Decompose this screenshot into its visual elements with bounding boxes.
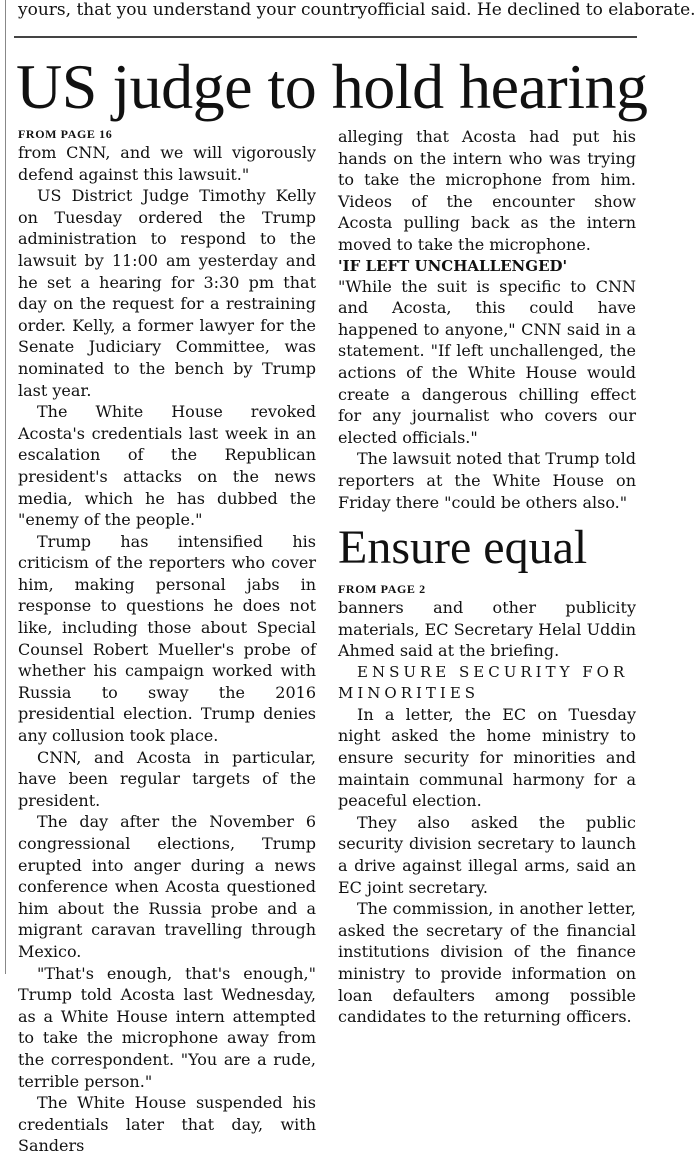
- previous-story-right-line: official said. He declined to elaborate.: [367, 0, 696, 20]
- story1-subhead: 'IF LEFT UNCHALLENGED': [338, 256, 568, 275]
- story2-paragraph: banners and other publicity materials, EC Secretary Helal Uddin Ahmed said at the briefing.: [338, 598, 636, 661]
- story1-paragraph: alleging that Acosta had put his hands on the intern who was trying to take the microphone from him. Videos of the encounter show Acosta pulling back as the intern moved to take the microphone.: [338, 127, 636, 254]
- story1-right-column: [338, 126, 636, 1028]
- story2-paragraph: They also asked the public security division secretary to launch a drive against illegal arms, said an EC joint secretary.: [338, 812, 636, 897]
- story1-headline: US judge to hold hearing: [16, 51, 648, 122]
- story1-paragraph: "While the suit is specific to CNN and Acosta, this could have happened to anyone," CNN said in a statement. "If left unchallenged, the actions of the White House would create a dangerous chilling effect for any journalist who covers our elected officials.": [338, 276, 636, 447]
- story2-paragraph: The commission, in another letter, asked the secretary of the financial institutions division of the finance ministry to provide information on loan defaulters among possible candidates to the returning officers.: [338, 899, 636, 1027]
- story1-paragraph: from CNN, and we will vigorously defend against this lawsuit.": [18, 143, 316, 184]
- story1-paragraph: US District Judge Timothy Kelly on Tuesday ordered the Trump administration to respond to the lawsuit by 11:00 am yesterday and he set a hearing for 3:30 pm that day on the request for a restraining order. Kelly, a former lawyer for the Senate Judiciary Committee, was nominated to the bench by Trump last year.: [18, 186, 316, 400]
- story1-left-column: [18, 126, 316, 1157]
- story1-paragraph: CNN, and Acosta in particular, have been regular targets of the president.: [18, 747, 316, 810]
- story1-paragraph: Trump has intensified his criticism of the reporters who cover him, making personal jabs in response to questions he does not like, including those about Special Counsel Robert Mueller's probe of whether his campaign worked with Russia to sway the 2016 presidential election. Trump denies any collusion took place.: [18, 531, 316, 746]
- section-divider: [14, 36, 637, 38]
- story1-paragraph: The day after the November 6 congressional elections, Trump erupted into anger during a news conference when Acosta questioned him about the Russia probe and a migrant caravan travelling through Mexico.: [18, 812, 316, 961]
- story2-subhead: ENSURE SECURITY FOR MINORITIES: [338, 662, 629, 702]
- story1-paragraph: "That's enough, that's enough," Trump told Acosta last Wednesday, as a White House intern attempted to take the microphone away from the correspondent. "You are a rude, terrible person.": [18, 963, 316, 1091]
- page-edge-line: [5, 0, 6, 974]
- story1-paragraph: The lawsuit noted that Trump told reporters at the White House on Friday there "could be others also.": [338, 449, 636, 512]
- previous-story-left-line: yours, that you understand your country: [18, 0, 368, 20]
- story2-kicker: FROM PAGE 2: [338, 582, 426, 597]
- story1-paragraph: The White House suspended his credentials later that day, with Sanders: [18, 1093, 316, 1156]
- story2-headline: Ensure equal: [338, 521, 588, 575]
- previous-story-tail: [18, 0, 696, 22]
- story1-kicker: FROM PAGE 16: [18, 127, 113, 141]
- story1-paragraph: The White House revoked Acosta's credentials last week in an escalation of the Republican president's attacks on the news media, which he has dubbed the "enemy of the people.": [18, 402, 316, 530]
- story2-paragraph: In a letter, the EC on Tuesday night asked the home ministry to ensure security for minorities and maintain communal harmony for a peaceful election.: [338, 704, 636, 811]
